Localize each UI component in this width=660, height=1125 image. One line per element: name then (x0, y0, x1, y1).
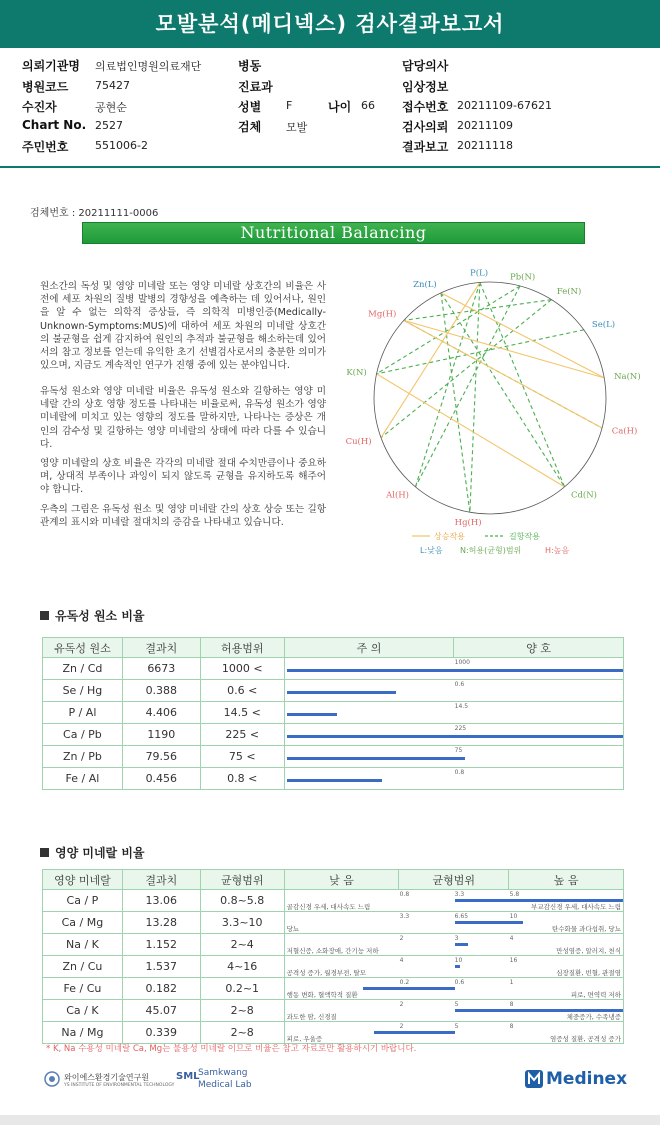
ratio-bar (287, 669, 623, 672)
ratio-name: P / Al (43, 702, 123, 724)
threshold-label: 16 (509, 957, 518, 964)
table-header: 균형범위 (399, 870, 509, 890)
info-label: 접수번호 (402, 100, 449, 114)
antagonism-line (441, 293, 565, 487)
table-row (43, 702, 624, 724)
low-description: 골감신경 우세, 대사속도 느림 (286, 903, 371, 911)
low-description: 당뇨 (286, 925, 300, 933)
info-label: 수진자 (22, 100, 57, 114)
threshold-label: 5 (454, 1023, 459, 1030)
threshold-label: 5.8 (509, 891, 520, 898)
high-description: 염증성 질환, 공격성 증가 (549, 1035, 621, 1043)
ratio-name: Fe / Cu (43, 978, 123, 1000)
threshold-label: 3.3 (454, 891, 465, 898)
ratio-name: Na / Mg (43, 1022, 123, 1044)
result-value: 0.182 (122, 978, 200, 1000)
result-value: 13.06 (122, 890, 200, 912)
info-label: 주민번호 (22, 140, 69, 154)
nutrient-ratio-table (42, 869, 624, 1044)
result-value: 1.152 (122, 934, 200, 956)
info-label: 성별 (238, 100, 262, 114)
wheel-node-label: P(L) (470, 268, 489, 279)
wheel-node-label: Ca(H) (611, 426, 638, 437)
antagonism-line (441, 293, 470, 512)
table-header: 결과치 (122, 870, 200, 890)
ratio-bar-cell (284, 956, 623, 978)
ratio-name: Ca / Mg (43, 912, 123, 934)
ratio-bar (287, 779, 383, 782)
allowed-range: 14.5 < (200, 702, 284, 724)
info-value: 20211118 (457, 139, 513, 152)
info-label: 임상정보 (402, 80, 449, 94)
table-row (43, 912, 624, 934)
threshold-label: 0.6 (454, 979, 465, 986)
threshold-label: 4 (509, 935, 514, 942)
wheel-node-label: K(N) (346, 367, 367, 378)
table-row (43, 680, 624, 702)
allowed-range: 0.8 < (200, 768, 284, 790)
allowed-range: 75 < (200, 746, 284, 768)
threshold-label: 1 (509, 979, 514, 986)
threshold-label: 2 (399, 935, 404, 942)
ratio-name: Se / Hg (43, 680, 123, 702)
info-label: Chart No. (22, 118, 87, 132)
synergy-line (404, 320, 604, 377)
sml-name-line2: Medical Lab (198, 1080, 252, 1090)
ratio-name: Fe / Al (43, 768, 123, 790)
legend-normal: N:허용(균형)범위 (460, 546, 522, 555)
ratio-name: Ca / Pb (43, 724, 123, 746)
table-row (43, 1000, 624, 1022)
mineral-interaction-wheel (340, 268, 641, 584)
table-header: 허용범위 (200, 638, 284, 658)
info-label: 진료과 (238, 80, 273, 94)
info-label: 나이 (328, 100, 352, 114)
threshold-label: 3.3 (399, 913, 410, 920)
ratio-bar-cell (284, 890, 623, 912)
ratio-name: Zn / Pb (43, 746, 123, 768)
result-value: 13.28 (122, 912, 200, 934)
allowed-range: 225 < (200, 724, 284, 746)
antagonism-line (415, 282, 479, 486)
ratio-bar (455, 921, 524, 924)
threshold-label: 8 (509, 1001, 514, 1008)
bullet-square-icon (40, 611, 49, 620)
ratio-bar (374, 1031, 454, 1034)
threshold-label: 3 (454, 935, 459, 942)
threshold-label: 0.2 (399, 979, 410, 986)
ratio-bar (363, 987, 455, 990)
ys-institute-logo-icon (44, 1071, 60, 1087)
result-value: 0.456 (122, 768, 200, 790)
table-header: 주 의 (284, 638, 454, 658)
legend-low: L:낮음 (420, 546, 443, 555)
page-bottom-strip (0, 1115, 660, 1125)
table-header: 낮 음 (284, 870, 399, 890)
result-value: 4.406 (122, 702, 200, 724)
threshold-label: 2 (399, 1023, 404, 1030)
low-description: 저혈신증, 소화장애, 간기능 저하 (286, 947, 379, 955)
info-value: F (286, 99, 293, 112)
ratio-bar (455, 899, 623, 902)
table-row (43, 768, 624, 790)
table-row (43, 658, 624, 680)
info-value: 66 (361, 99, 375, 112)
result-value: 6673 (122, 658, 200, 680)
threshold-label: 225 (454, 725, 467, 732)
result-value: 0.388 (122, 680, 200, 702)
intro-paragraph: 우측의 그림은 유독성 원소 및 영양 미네랄 간의 상호 상승 또는 길항 관계의 표시와 미네랄 절대치의 증감을 나타내고 있습니다. (40, 504, 326, 529)
info-value: 20211109 (457, 119, 513, 132)
result-value: 79.56 (122, 746, 200, 768)
threshold-label: 6.65 (454, 913, 469, 920)
ratio-bar-cell (284, 768, 623, 790)
balance-range: 0.8~5.8 (200, 890, 284, 912)
balance-range: 2~8 (200, 1022, 284, 1044)
info-label: 결과보고 (402, 140, 449, 154)
report-title: 모발분석(메디넥스) 검사결과보고서 (155, 12, 505, 36)
threshold-label: 10 (509, 913, 518, 920)
info-label: 검체 (238, 120, 262, 134)
synergy-line (377, 374, 565, 487)
balance-range: 2~4 (200, 934, 284, 956)
info-value: 551006-2 (95, 139, 148, 152)
ratio-bar-cell (284, 934, 623, 956)
high-description: 만성염증, 알러지, 천식 (556, 947, 621, 955)
table-header: 영양 미네랄 (43, 870, 123, 890)
ratio-bar (287, 691, 396, 694)
table-header: 결과치 (122, 638, 200, 658)
ratio-bar-cell (284, 1022, 623, 1044)
wheel-node-label: Cu(H) (345, 437, 372, 448)
ys-institute-subtitle: YS INSTITUTE OF ENVIRONMENTAL TECHNOLOGY (64, 1083, 175, 1088)
info-label: 검사의뢰 (402, 120, 449, 134)
table-header: 균형범위 (200, 870, 284, 890)
threshold-label: 10 (454, 957, 463, 964)
threshold-label: 2 (399, 1001, 404, 1008)
synergy-line (381, 282, 480, 437)
legend-antagonism: 길항작용 (509, 532, 540, 541)
table-row (43, 956, 624, 978)
high-description: 심장질환, 빈혈, 관절염 (556, 969, 621, 977)
low-description: 과도한 땀, 신경질 (286, 1013, 337, 1021)
ratio-bar (455, 1009, 623, 1012)
result-value: 45.07 (122, 1000, 200, 1022)
info-value: 모발 (286, 121, 308, 134)
table-row (43, 1022, 624, 1044)
threshold-label: 75 (454, 747, 463, 754)
wheel-node-label: Pb(N) (509, 272, 536, 283)
bullet-square-icon (40, 848, 49, 857)
ratio-bar (287, 735, 623, 738)
table-row (43, 746, 624, 768)
table-row (43, 890, 624, 912)
balance-range: 4~16 (200, 956, 284, 978)
ratio-bar-cell (284, 978, 623, 1000)
wheel-node-label: Zn(L) (413, 279, 437, 290)
ratio-name: Zn / Cu (43, 956, 123, 978)
result-value: 1190 (122, 724, 200, 746)
ratio-name: Na / K (43, 934, 123, 956)
result-value: 0.339 (122, 1022, 200, 1044)
info-label: 의뢰기관명 (22, 59, 80, 73)
legend-synergy: 상승작용 (434, 532, 465, 541)
patient-info-panel (0, 50, 660, 168)
ratio-bar (455, 943, 469, 946)
table-row (43, 934, 624, 956)
threshold-label: 5 (454, 1001, 459, 1008)
wheel-node-label: Hg(H) (454, 518, 482, 529)
threshold-label: 4 (399, 957, 404, 964)
info-label: 담당의사 (402, 59, 449, 73)
threshold-label: 1000 (454, 659, 470, 666)
high-description: 피로, 면역력 저하 (570, 991, 621, 999)
threshold-label: 0.8 (399, 891, 410, 898)
antagonism-line (381, 300, 551, 438)
wheel-node-label: Se(L) (591, 319, 616, 330)
balance-range: 0.2~1 (200, 978, 284, 1000)
threshold-label: 14.5 (454, 703, 469, 710)
balance-range: 2~8 (200, 1000, 284, 1022)
exam-number: 검체번호 : 20211111-0006 (30, 208, 159, 219)
ratio-name: Zn / Cd (43, 658, 123, 680)
ratio-bar-cell (284, 746, 623, 768)
report-page (0, 170, 660, 1125)
wheel-node-label: Na(N) (614, 372, 641, 383)
intro-paragraph: 유독성 원소와 영양 미네랄 비율은 유독성 원소와 길항하는 영양 미네랄 간의 상호 영향 정도를 나타내는 비율로써, 유독성 원소가 영양 미네랄에 미치고 있는 영향의 정도를 말하지만, 나타나는 증상은 개인의 감수성 및 길항하는 영양 미네랄의 상태에 따라 다를 수 있습니다. (40, 386, 326, 450)
ys-institute-name: 와이에스환경기술연구원 (64, 1073, 150, 1082)
table-row (43, 978, 624, 1000)
high-description: 탄수화물 과다섭취, 당뇨 (552, 925, 621, 933)
antagonism-line (377, 330, 584, 374)
intro-paragraph: 영양 미네랄의 상호 비율은 각각의 미네랄 절대 수치만큼이나 중요하며, 상대적 부족이나 과잉이 되지 않도록 균형을 유지하도록 해주어야 합니다. (40, 458, 326, 496)
threshold-label: 0.8 (454, 769, 465, 776)
intro-paragraph: 원소간의 독성 및 영양 미네랄 또는 영양 미네랄 상호간의 비율은 사전에 세포 차원의 질병 발병의 경향성을 예측하는 데 있어서나, 원인을 알 수 없는 의학적 증상들, 즉 의학적 미병인증(Medically-Unknown-Symptoms:MUS)에 대하여 세포 차원의 미네랄 상호간의 불균형을 쉽게 감지하여 원인의 추적과 불균형을 해소하는데 있어서의 참고 정보를 얻는데 유익한 초기 선별검사로서의 충분한 의미가 있으며, 지금도 계속적인 연구가 진행 중에 있는 분야입니다. (40, 281, 326, 372)
wheel-node-label: Fe(N) (556, 287, 582, 298)
info-value: 75427 (95, 79, 130, 92)
section-banner (82, 222, 585, 244)
info-value: 20211109-67621 (457, 99, 552, 112)
allowed-range: 0.6 < (200, 680, 284, 702)
info-value: 의료법인명원의료재단 (95, 60, 202, 73)
toxic-ratio-table (42, 637, 624, 790)
synergy-line (404, 320, 602, 428)
low-description: 피로, 우울증 (286, 1035, 323, 1043)
antagonism-line (377, 286, 520, 374)
ratio-bar-cell (284, 658, 623, 680)
wheel-node-label: Mg(H) (368, 309, 397, 320)
ratio-bar-cell (284, 912, 623, 934)
legend-high: H:높음 (545, 546, 570, 555)
medinex-logo-icon (524, 1069, 544, 1089)
wheel-node-label: Al(H) (386, 490, 410, 501)
high-description: 부교감신경 우세, 대사속도 느림 (531, 903, 621, 911)
toxic-section-title: 유독성 원소 비율 (40, 607, 145, 624)
high-description: 체중증가, 수족냉증 (566, 1013, 621, 1021)
allowed-range: 1000 < (200, 658, 284, 680)
info-label: 병동 (238, 59, 262, 73)
ratio-bar-cell (284, 680, 623, 702)
table-header: 높 음 (509, 870, 624, 890)
ratio-bar (287, 757, 465, 760)
ratio-bar (287, 713, 337, 716)
banner-text: Nutritional Balancing (240, 223, 427, 242)
info-value: 공현순 (95, 101, 127, 114)
ratio-bar (455, 965, 461, 968)
wheel-node-label: Cd(N) (570, 490, 598, 501)
table-row (43, 724, 624, 746)
threshold-label: 0.6 (454, 681, 465, 688)
footnote: * K, Na 수용성 미네랄 Ca, Mg는 불용성 미네랄 이므로 비율은 참고 자료로만 활용하시기 바랍니다. (46, 1044, 417, 1054)
info-label: 병원코드 (22, 80, 69, 94)
table-header: 유독성 원소 (43, 638, 123, 658)
sml-logo-icon: SML (176, 1071, 200, 1082)
balance-range: 3.3~10 (200, 912, 284, 934)
threshold-label: 8 (509, 1023, 514, 1030)
ratio-bar-cell (284, 724, 623, 746)
table-header: 양 호 (454, 638, 624, 658)
ratio-bar-cell (284, 702, 623, 724)
low-description: 공격성 증가, 월경부전, 탈모 (286, 969, 367, 977)
ratio-name: Ca / K (43, 1000, 123, 1022)
sml-name-line1: Samkwang (198, 1068, 248, 1078)
report-title-bar (0, 0, 660, 48)
nutrient-section-title: 영양 미네랄 비율 (40, 844, 145, 861)
low-description: 행동 변화, 혈액학적 질환 (286, 991, 358, 999)
ratio-bar-cell (284, 1000, 623, 1022)
result-value: 1.537 (122, 956, 200, 978)
footer-logos (0, 1065, 660, 1095)
info-value: 2527 (95, 119, 123, 132)
medinex-logo-text: Medinex (546, 1069, 628, 1089)
ratio-name: Ca / P (43, 890, 123, 912)
antagonism-line (470, 282, 480, 512)
